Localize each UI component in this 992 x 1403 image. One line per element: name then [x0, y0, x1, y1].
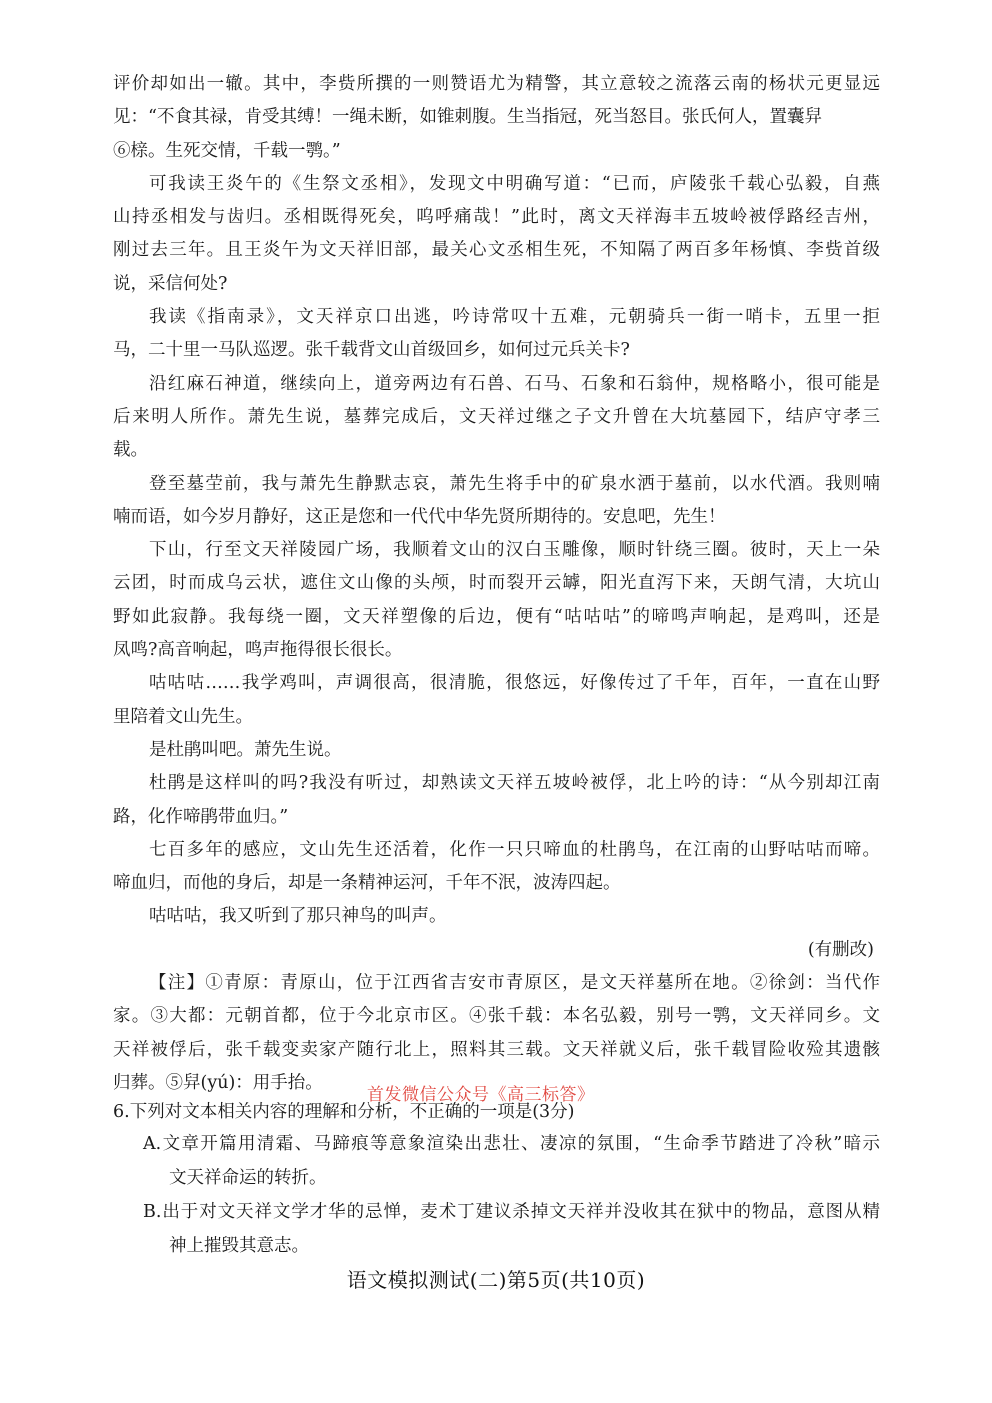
- page-footer: 语文模拟测试(二)第5页(共10页): [346, 1268, 646, 1292]
- passage-line: 路，化作啼鹃带血归。”: [113, 806, 289, 827]
- annotation-line: 【注】①青原：青原山，位于江西省吉安市青原区，是文天祥墓所在地。②徐剑：当代作: [149, 973, 880, 994]
- passage-line: 凤鸣?高音响起，鸣声拖得很长很长。: [113, 640, 403, 661]
- passage-line: 刚过去三年。且王炎午为文天祥旧部，最关心文丞相生死，不知隔了两百多年杨慎、李赀首级: [113, 240, 880, 261]
- passage-line: 咕咕咕，我又听到了那只神鸟的叫声。: [149, 906, 447, 927]
- passage-line: 我读《指南录》，文天祥京口出逃，吟诗常叹十五难，元朝骑兵一街一哨卡，五里一拒: [149, 307, 880, 328]
- option-a: A.文章开篇用清霜、马蹄痕等意象渲染出悲壮、凄凉的氛围，“生命季节踏进了冷秋”暗示: [143, 1134, 880, 1154]
- passage-line: 评价却如出一辙。其中，李赀所撰的一则赞语尤为精警，其立意较之流落云南的杨状元更显远: [113, 74, 880, 94]
- passage-line: 见：“不食其禄，肯受其缚！一绳未断，如锥刺腹。生当指冠，死当怒目。张氏何人，置囊舁: [113, 107, 822, 128]
- source-note: (有删改): [807, 939, 874, 960]
- passage-line: 载。: [113, 440, 148, 461]
- passage-line: 下山，行至文天祥陵园广场，我顺着文山的汉白玉雕像，顺时针绕三圈。彼时，天上一朵: [149, 540, 880, 561]
- annotation-line: 归葬。⑤舁(yú)：用手抬。: [113, 1072, 323, 1093]
- passage-line: 云团，时而成乌云状，遮住文山像的头颅，时而裂开云罅，阳光直泻下来，天朗气清，大坑山: [113, 573, 880, 594]
- passage-line: 可我读王炎午的《生祭文丞相》，发现文中明确写道：“已而，庐陵张千载心弘毅，自燕: [149, 173, 880, 194]
- passage-line: 啼血归，而他的身后，却是一条精神运河，千年不泯，波涛四起。: [113, 873, 621, 894]
- option-b: B.出于对文天祥文学才华的忌惮，麦术丁建议杀掉文天祥并没收其在狱中的物品，意图从精: [143, 1202, 880, 1222]
- passage-line: 咕咕咕……我学鸡叫，声调很高，很清脆，很悠远，好像传过了千年，百年，一直在山野: [149, 673, 880, 694]
- annotation-line: 天祥被俘后，张千载变卖家产随行北上，照料其三载。文天祥就义后，张千载冒险收殓其遗骸: [113, 1039, 880, 1060]
- passage-body: [113, 68, 880, 1100]
- passage-line: 沿红麻石神道，继续向上，道旁两边有石兽、石马、石象和石翁仲，规格略小，很可能是: [149, 373, 880, 394]
- question-6: [113, 1097, 880, 1263]
- passage-line: 杜鹃是这样叫的吗?我没有听过，却熟读文天祥五坡岭被俘，北上吟的诗：“从今别却江南: [149, 773, 880, 794]
- option-a-continued: 文天祥命运的转折。: [169, 1168, 327, 1188]
- passage-line: 山持丞相发与齿归。丞相既得死矣，呜呼痛哉！”此时，离文天祥海丰五坡岭被俘路经吉州，: [113, 207, 880, 228]
- passage-line: 里陪着文山先生。: [113, 706, 253, 727]
- passage-line: 野如此寂静。我每绕一圈，文天祥塑像的后边，便有“咕咕咕”的啼鸣声响起，是鸡叫，还是: [113, 606, 880, 627]
- passage-line: 马，二十里一马队巡逻。张千载背文山首级回乡，如何过元兵关卡?: [113, 340, 630, 361]
- annotation-line: 家。③大都：元朝首都，位于今北京市区。④张千载：本名弘毅，别号一鹗，文天祥同乡。文: [113, 1006, 880, 1027]
- watermark: 首发微信公众号《高三标答》: [367, 1085, 595, 1105]
- passage-line: 登至墓茔前，我与萧先生静默志哀，萧先生将手中的矿泉水洒于墓前，以水代酒。我则喃: [149, 473, 880, 494]
- question-stem: 6.下列对文本相关内容的理解和分析，不正确的一项是(3分): [113, 1102, 575, 1122]
- passage-line: ⑥榇。生死交情，千载一鹗。”: [113, 140, 341, 161]
- passage-line: 七百多年的感应，文山先生还活着，化作一只只啼血的杜鹃鸟，在江南的山野咕咕而啼。: [149, 839, 880, 860]
- option-b-continued: 神上摧毁其意志。: [169, 1236, 309, 1256]
- passage-line: 说，采信何处?: [113, 273, 228, 294]
- passage-line: 后来明人所作。萧先生说，墓葬完成后，文天祥过继之子文升曾在大坑墓园下，结庐守孝三: [113, 406, 880, 427]
- passage-line: 是杜鹃叫吧。萧先生说。: [149, 739, 342, 760]
- passage-line: 喃而语，如今岁月静好，这正是您和一代代中华先贤所期待的。安息吧，先生！: [113, 506, 726, 527]
